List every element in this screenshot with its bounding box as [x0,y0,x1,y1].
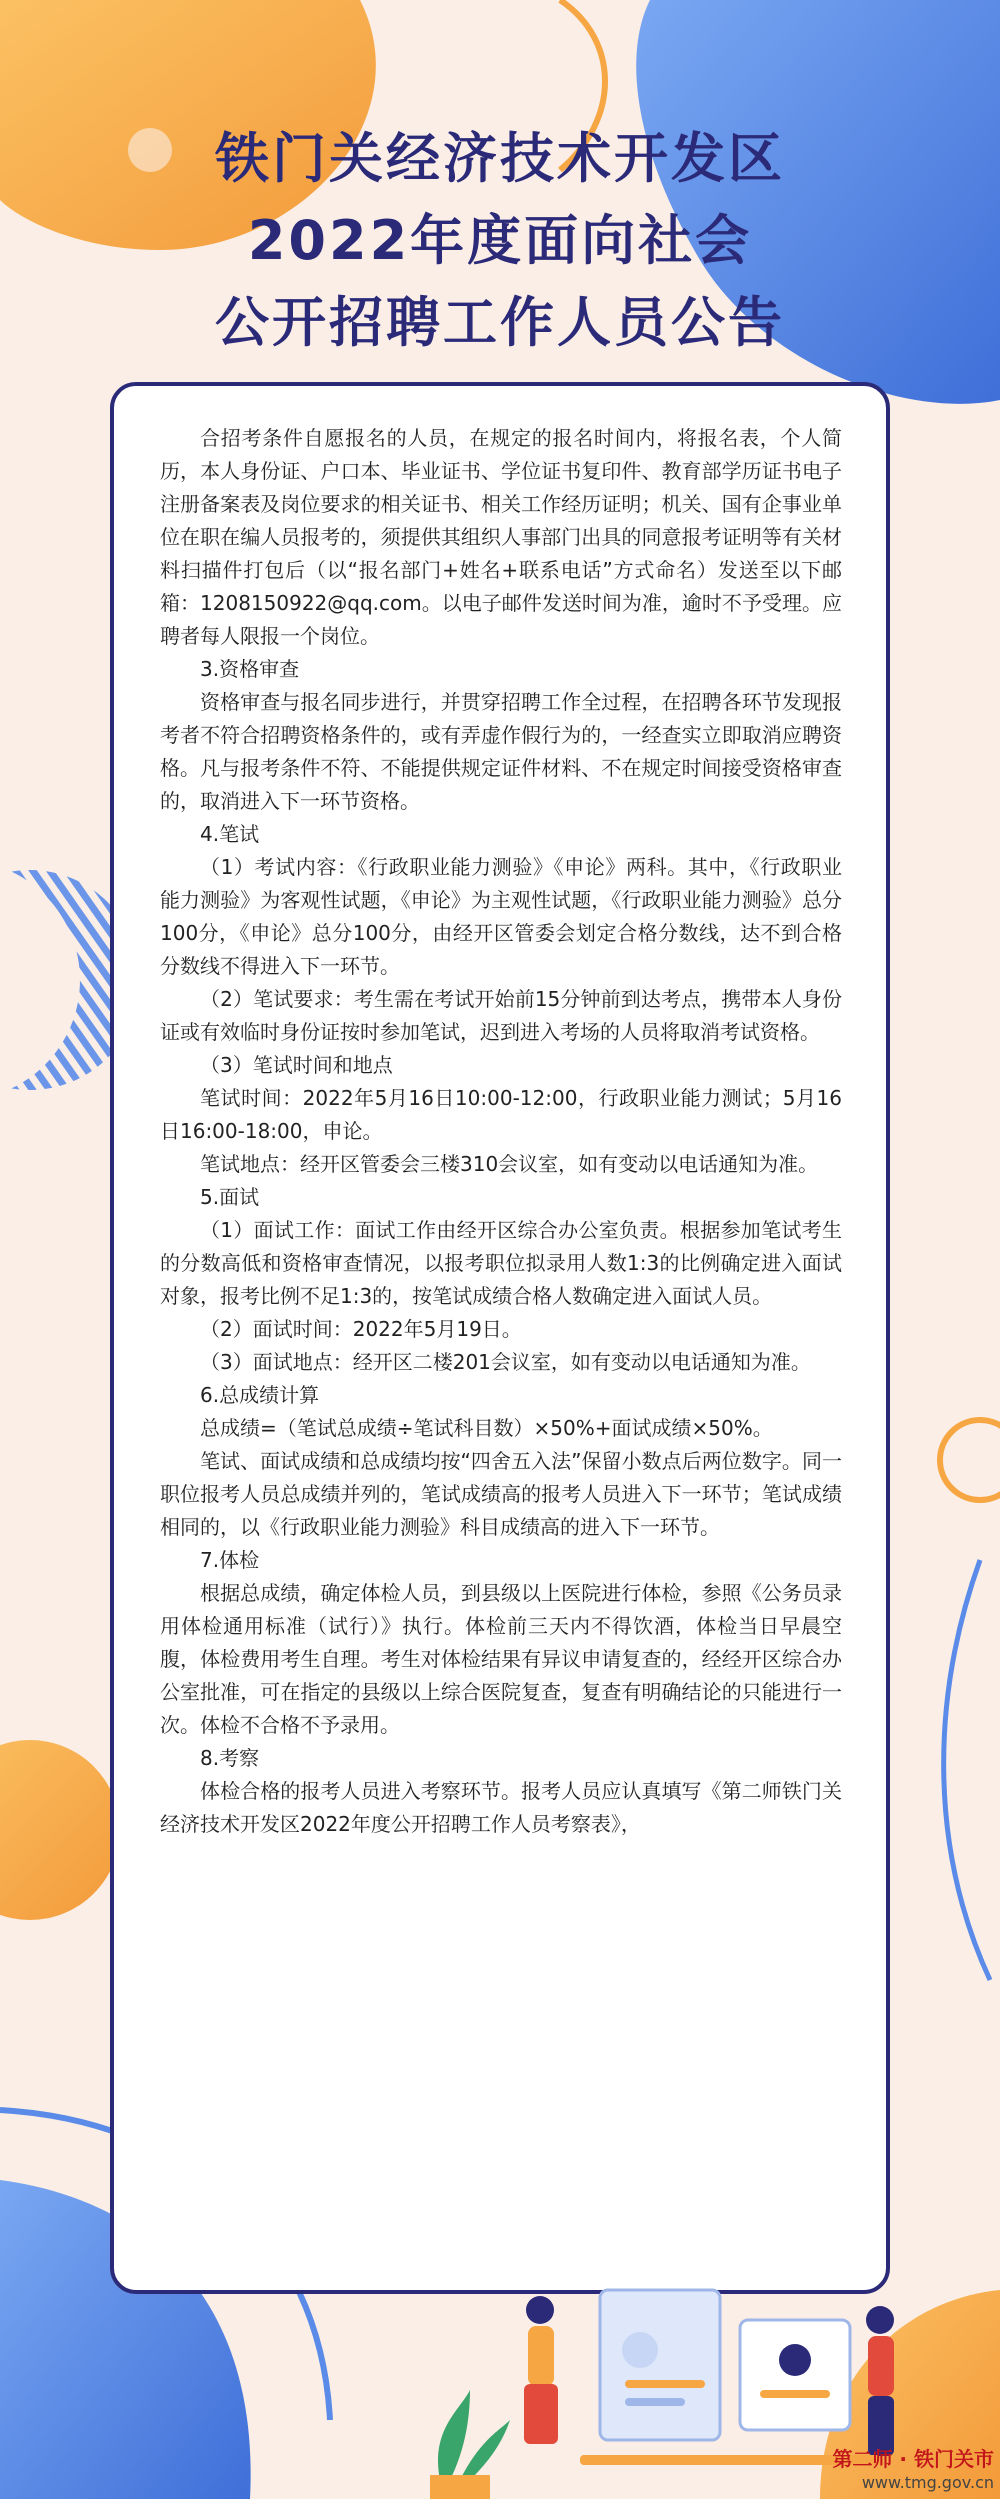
paragraph-interview-work: （1）面试工作：面试工作由经开区综合办公室负责。根据参加笔试考生的分数高低和资格审查情况，以报考职位拟录用人数1:3的比例确定进入面试对象，报考比例不足1:3的，按笔试成绩合格人数确定进入面试人员。 [160,1218,842,1308]
title-line-3: 公开招聘工作人员公告 [215,291,785,354]
content-card [110,382,890,2294]
section-heading-medical: 7.体检 [200,1548,260,1572]
section-heading-qualification: 3.资格审查 [200,657,300,681]
paragraph-inspection: 体检合格的报考人员进入考察环节。报考人员应认真填写《第二师铁门关经济技术开发区2022年度公开招聘工作人员考察表》， [160,1779,842,1836]
paragraph-score-formula: 总成绩=（笔试总成绩÷笔试科目数）×50%+面试成绩×50%。 [200,1416,773,1440]
paragraph-exam-time: 笔试时间：2022年5月16日10:00-12:00，行政职业能力测试；5月16日16:00-18:00，申论。 [160,1086,842,1143]
paragraph-exam-time-place: （3）笔试时间和地点 [200,1053,393,1077]
title-line-2: 2022年度面向社会 [247,209,753,272]
section-heading-total-score: 6.总成绩计算 [200,1383,320,1407]
paragraph-score-rounding: 笔试、面试成绩和总成绩均按“四舍五入法”保留小数点后两位数字。同一职位报考人员总成绩并列的，笔试成绩高的报考人员进入下一环节；笔试成绩相同的，以《行政职业能力测验》科目成绩高的进入下一环节。 [160,1449,842,1539]
paragraph-exam-content: （1）考试内容：《行政职业能力测验》《申论》两科。其中，《行政职业能力测验》为客观性试题，《申论》为主观性试题，《行政职业能力测验》总分100分，《申论》总分100分，由经开区管委会划定合格分数线，达不到合格分数线不得进入下一环节。 [160,855,842,978]
paragraph-exam-place: 笔试地点：经开区管委会三楼310会议室，如有变动以电话通知为准。 [200,1152,819,1176]
footer-logo-text: 第二师 · 铁门关市 [832,2447,994,2471]
footer-logo [832,2447,994,2495]
announcement-title [0,118,1000,364]
paragraph-registration: 合招考条件自愿报名的人员，在规定的报名时间内，将报名表，个人简历，本人身份证、户口本、毕业证书、学位证书复印件、教育部学历证书电子注册备案表及岗位要求的相关证书、相关工作经历证明；机关、国有企事业单位在职在编人员报考的，须提供其组织人事部门出具的同意报考证明等有关材料扫描件打包后（以“报名部门+姓名+联系电话”方式命名）发送至以下邮箱：1208150922@qq.com。以电子邮件发送时间为准，逾时不予受理。应聘者每人限报一个岗位。 [160,426,842,648]
section-heading-interview: 5.面试 [200,1185,260,1209]
paragraph-exam-requirements: （2）笔试要求：考生需在考试开始前15分钟前到达考点，携带本人身份证或有效临时身份证按时参加笔试，迟到进入考场的人员将取消考试资格。 [160,987,842,1044]
section-heading-inspection: 8.考察 [200,1746,260,1770]
paragraph-interview-time: （2）面试时间：2022年5月19日。 [200,1317,522,1341]
paragraph-medical: 根据总成绩，确定体检人员，到县级以上医院进行体检，参照《公务员录用体检通用标准（试行）》执行。体检前三天内不得饮酒，体检当日早晨空腹，体检费用考生自理。考生对体检结果有异议申请复查的，经经开区综合办公室批准，可在指定的县级以上综合医院复查，复查有明确结论的只能进行一次。体检不合格不予录用。 [160,1581,842,1737]
paragraph-interview-place: （3）面试地点：经开区二楼201会议室，如有变动以电话通知为准。 [200,1350,811,1374]
title-line-1: 铁门关经济技术开发区 [215,127,785,190]
announcement-body [160,422,842,1841]
paragraph-qualification: 资格审查与报名同步进行，并贯穿招聘工作全过程，在招聘各环节发现报考者不符合招聘资格条件的，或有弄虚作假行为的，一经查实立即取消应聘资格。凡与报考条件不符、不能提供规定证件材料、不在规定时间接受资格审查的，取消进入下一环节资格。 [160,690,842,813]
section-heading-written-exam: 4.笔试 [200,822,260,846]
footer-url: www.tmg.gov.cn [861,2473,994,2492]
